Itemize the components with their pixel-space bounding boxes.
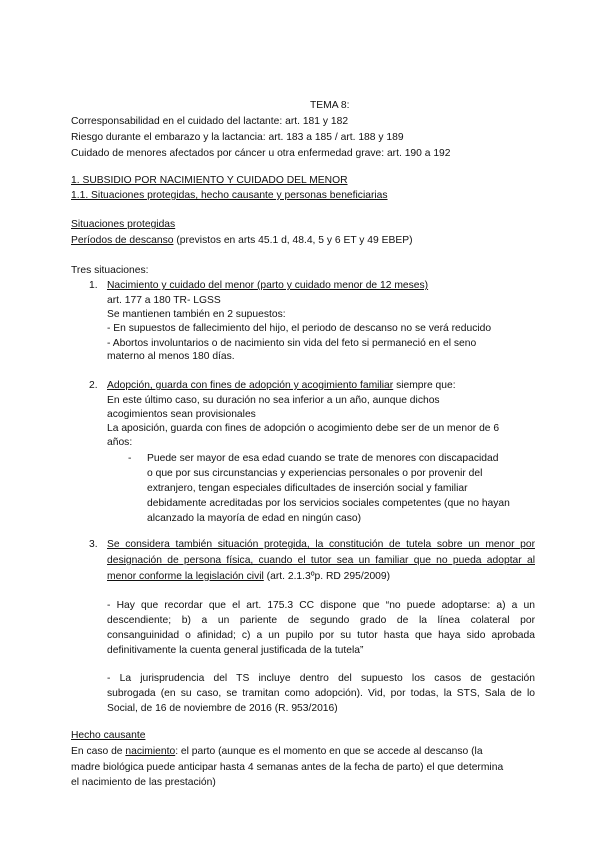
item-1-number: 1. — [89, 280, 98, 291]
situaciones-heading: Situaciones protegidas — [71, 219, 176, 230]
item-2-title: Adopción, guarda con fines de adopción y acogimiento familiar — [107, 380, 394, 391]
bullet-dash: - — [128, 453, 132, 464]
bullet-line: debidamente acreditadas por los servicios sociales competentes (que no hayan — [147, 498, 510, 509]
para1-line: consanguinidad o afinidad; c) a un pupilo por su tutor hasta que haya sido aprobada — [107, 630, 535, 641]
doc-title: TEMA 8: — [310, 100, 350, 111]
item-3-line-last — [107, 570, 390, 583]
subtitle-3: Cuidado de menores afectados por cáncer u otra enfermedad grave: art. 190 a 192 — [71, 148, 451, 159]
hecho-nacimiento: nacimiento — [125, 746, 176, 757]
para2-line: subrogada (en su caso, se tramitan como adopción). Vid, por todas, la STS, Sala de lo — [107, 688, 535, 699]
item-2-title-tail: siempre que: — [393, 380, 456, 391]
subtitle-1: Corresponsabilidad en el cuidado del lactante: art. 181 y 182 — [71, 116, 349, 127]
item-3-reference: (art. 2.1.3ºp. RD 295/2009) — [263, 571, 391, 582]
item-2-line: acogimientos sean provisionales — [107, 409, 256, 420]
item-1-line: Se mantienen también en 2 supuestos: — [107, 309, 286, 320]
hecho-line-3: el nacimiento de las prestación) — [71, 777, 216, 788]
periodos-label: Períodos de descanso — [71, 235, 174, 246]
hecho-line-2: madre biológica puede anticipar hasta 4 semanas antes de la fecha de parto) el que determina — [71, 762, 504, 773]
item-3-line: Se considera también situación protegida, la constitución de tutela sobre un menor por — [107, 539, 535, 550]
para2-line: Social, de 16 de noviembre de 2016 (R. 953/2016) — [107, 703, 338, 714]
para1-line: - Hay que recordar que el art. 175.3 CC dispone que “no puede adoptarse: a) a un — [107, 600, 535, 611]
para2-line: - La jurisprudencia del TS incluye dentro del supuesto los casos de gestación — [107, 673, 535, 684]
hecho-line1-rest: : el parto (aunque es el momento en que se accede al descanso (la — [175, 746, 483, 757]
bullet-line: Puede ser mayor de esa edad cuando se trate de menores con discapacidad — [147, 453, 499, 464]
bullet-line: extranjero, tengan especiales dificultades de inserción social y familiar — [147, 483, 468, 494]
item-2-number: 2. — [89, 380, 98, 391]
periodos-text: (previstos en arts 45.1 d, 48.4, 5 y 6 ET y 49 EBEP) — [173, 235, 413, 246]
item-1-line: - Abortos involuntarios o de nacimiento sin vida del feto si permaneció en el seno — [107, 338, 477, 349]
hecho-prefix: En caso de — [71, 746, 126, 757]
periodos-line — [71, 234, 413, 247]
item-3-line: designación de persona física, cuando el tutor sea un familiar que no pueda adoptar al — [107, 555, 535, 566]
item-2-line: La aposición, guarda con fines de adopción o acogimiento debe ser de un menor de 6 — [107, 423, 500, 434]
hecho-heading: Hecho causante — [71, 730, 146, 741]
tres-situaciones: Tres situaciones: — [71, 265, 149, 276]
section-subheading: 1.1. Situaciones protegidas, hecho causante y personas beneficiarias — [71, 190, 388, 201]
section-heading: 1. SUBSIDIO POR NACIMIENTO Y CUIDADO DEL MENOR — [71, 175, 348, 186]
para1-line: definitivamente la cuenta general justificada de la tutela” — [107, 645, 364, 656]
item-1-line: - En supuestos de fallecimiento del hijo, el periodo de descanso no se verá reducido — [107, 323, 492, 334]
item-3-number: 3. — [89, 539, 98, 550]
bullet-line: alcanzado la mayoría de edad en ningún caso) — [147, 513, 362, 524]
item-1-line: art. 177 a 180 TR- LGSS — [107, 295, 221, 306]
para1-line: descendiente; b) a un pariente de segundo grado de la línea colateral por — [107, 615, 535, 626]
hecho-line-1 — [71, 745, 483, 758]
item-1-line: materno al menos 180 días. — [107, 351, 235, 362]
item-2-line: años: — [107, 437, 133, 448]
item-2-title-line — [107, 379, 456, 392]
item-1-title: Nacimiento y cuidado del menor (parto y cuidado menor de 12 meses) — [107, 280, 429, 291]
subtitle-2: Riesgo durante el embarazo y la lactancia: art. 183 a 185 / art. 188 y 189 — [71, 132, 404, 143]
bullet-line: o que por sus circunstancias y experiencias personales o por provenir del — [147, 468, 483, 479]
item-2-line: En este último caso, su duración no sea inferior a un año, aunque dichos — [107, 395, 440, 406]
item-3-underlined: menor conforme la legislación civil — [107, 571, 264, 582]
